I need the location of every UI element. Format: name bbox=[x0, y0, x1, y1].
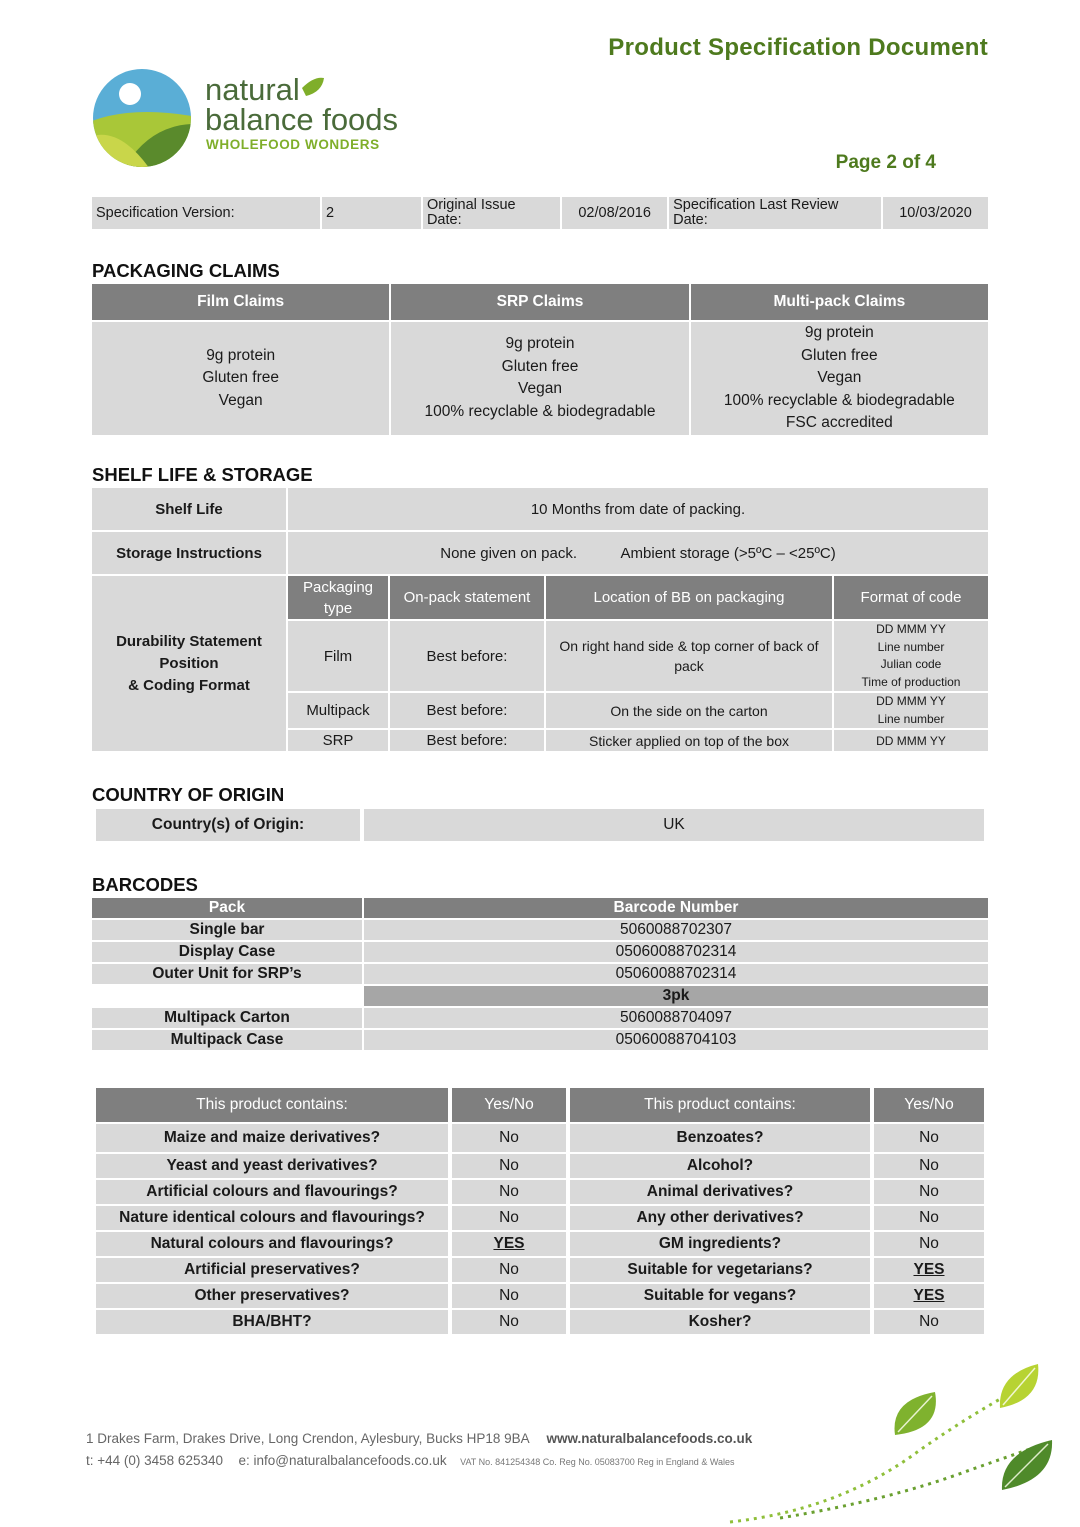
contains-answer: No bbox=[874, 1232, 984, 1256]
country-origin-table bbox=[92, 807, 988, 843]
original-issue-label-line1: Original Issue bbox=[426, 197, 516, 213]
claim-item: 9g protein bbox=[206, 346, 276, 364]
page-number: Page 2 of 4 bbox=[835, 152, 936, 173]
contains-answer: YES bbox=[452, 1232, 566, 1256]
contains-answer: No bbox=[452, 1124, 566, 1152]
contains-question: Other preservatives? bbox=[96, 1284, 448, 1308]
footer-contact-line bbox=[86, 1453, 735, 1468]
contains-question: Artificial preservatives? bbox=[96, 1258, 448, 1282]
document-title: Product Specification Document bbox=[608, 34, 988, 61]
contains-answer: No bbox=[452, 1180, 566, 1204]
durability-location: Sticker applied on top of the box bbox=[546, 730, 832, 751]
contains-header-left: This product contains: bbox=[96, 1088, 448, 1122]
contains-question: Maize and maize derivatives? bbox=[96, 1124, 448, 1152]
table-row bbox=[92, 942, 988, 962]
leaf-decoration-icon bbox=[720, 1360, 1070, 1527]
country-origin-label: Country(s) of Origin: bbox=[96, 809, 360, 841]
table-row bbox=[96, 1310, 984, 1334]
claim-item: 100% recyclable & biodegradable bbox=[723, 391, 955, 409]
storage-value-2: Ambient storage (>5ºC – <25ºC) bbox=[620, 544, 836, 562]
format-line: Line number bbox=[877, 711, 945, 726]
barcode-header: Barcode Number bbox=[364, 898, 988, 918]
contains-header-right: This product contains: bbox=[570, 1088, 870, 1122]
brand-name-line1: natural bbox=[205, 72, 300, 107]
packaging-claims-table bbox=[90, 282, 990, 437]
contains-answer: YES bbox=[874, 1258, 984, 1282]
company-legal: VAT No. 841254348 Co. Reg No. 05083700 Reg in England & Wales bbox=[460, 1457, 735, 1467]
table-row bbox=[92, 964, 988, 984]
table-row bbox=[96, 1232, 984, 1256]
last-review-label bbox=[669, 197, 881, 229]
spec-version-label: Specification Version: bbox=[92, 197, 320, 229]
contains-question: Kosher? bbox=[570, 1310, 870, 1334]
contains-question: GM ingredients? bbox=[570, 1232, 870, 1256]
durability-format bbox=[834, 693, 988, 728]
on-pack-statement-header: On-pack statement bbox=[390, 576, 544, 619]
barcode-number: 05060088702314 bbox=[364, 964, 988, 984]
leaf-icon bbox=[895, 1392, 936, 1435]
company-address: 1 Drakes Farm, Drakes Drive, Long Crendon, Aylesbury, Bucks HP18 9BA bbox=[86, 1431, 529, 1446]
contains-question: Animal derivatives? bbox=[570, 1180, 870, 1204]
contains-answer: YES bbox=[874, 1284, 984, 1308]
barcodes-title: BARCODES bbox=[92, 874, 198, 895]
contains-answer: No bbox=[452, 1154, 566, 1178]
original-issue-label bbox=[423, 197, 560, 229]
multipack-claims-header: Multi-pack Claims bbox=[691, 284, 988, 320]
code-format-header: Format of code bbox=[834, 576, 988, 619]
packaging-type-header: Packaging type bbox=[288, 576, 388, 619]
format-line: DD MMM YY bbox=[876, 622, 946, 636]
claim-item: Gluten free bbox=[501, 357, 579, 375]
pack-name: Display Case bbox=[92, 942, 362, 962]
durability-label-line2: Position bbox=[159, 654, 219, 672]
claim-item: 9g protein bbox=[505, 335, 575, 353]
country-origin-value: UK bbox=[364, 809, 984, 841]
multipack-subheader: 3pk bbox=[364, 986, 988, 1006]
contains-answer: No bbox=[874, 1310, 984, 1334]
format-line: Julian code bbox=[880, 657, 942, 671]
pack-name: Single bar bbox=[92, 920, 362, 940]
blank-cell bbox=[92, 986, 362, 1006]
pack-name: Outer Unit for SRP’s bbox=[92, 964, 362, 984]
shelf-life-title: SHELF LIFE & STORAGE bbox=[92, 464, 313, 485]
durability-statement: Best before: bbox=[390, 621, 544, 691]
shelf-life-value: 10 Months from date of packing. bbox=[288, 488, 988, 530]
contains-answer: No bbox=[452, 1284, 566, 1308]
claim-item: Gluten free bbox=[202, 369, 279, 386]
srp-claims-cell bbox=[391, 322, 688, 435]
contains-question: Nature identical colours and flavourings? bbox=[96, 1206, 448, 1230]
durability-label-line3: & Coding Format bbox=[128, 676, 250, 694]
durability-type: SRP bbox=[288, 730, 388, 751]
contains-question: BHA/BHT? bbox=[96, 1310, 448, 1334]
table-row bbox=[92, 920, 988, 940]
shelf-life-label: Shelf Life bbox=[92, 488, 286, 530]
durability-label-line1: Durability Statement bbox=[116, 632, 262, 650]
original-issue-label-line2: Date: bbox=[426, 212, 462, 228]
table-row bbox=[96, 1284, 984, 1308]
format-line: Line number bbox=[877, 639, 945, 654]
pack-header: Pack bbox=[92, 898, 362, 918]
pack-name: Multipack Case bbox=[92, 1030, 362, 1050]
multipack-claims-cell bbox=[691, 322, 988, 435]
barcode-number: 05060088702314 bbox=[364, 942, 988, 962]
contains-answer: No bbox=[874, 1154, 984, 1178]
contains-answer: No bbox=[874, 1206, 984, 1230]
format-line: DD MMM YY bbox=[876, 694, 946, 708]
contains-question: Yeast and yeast derivatives? bbox=[96, 1154, 448, 1178]
claim-item: 100% recyclable & biodegradable bbox=[424, 402, 656, 420]
yesno-header-left: Yes/No bbox=[452, 1088, 566, 1122]
original-issue-value: 02/08/2016 bbox=[562, 197, 667, 229]
spec-version-value: 2 bbox=[322, 197, 421, 229]
company-phone: t: +44 (0) 3458 625340 bbox=[86, 1453, 223, 1468]
storage-value-1: None given on pack. bbox=[440, 544, 577, 562]
claim-item: Vegan bbox=[218, 391, 263, 409]
table-row bbox=[96, 1180, 984, 1204]
contains-question: Suitable for vegans? bbox=[570, 1284, 870, 1308]
barcode-number: 05060088704103 bbox=[364, 1030, 988, 1050]
claim-item: Vegan bbox=[518, 380, 562, 398]
table-row bbox=[96, 1258, 984, 1282]
contains-answer: No bbox=[452, 1206, 566, 1230]
table-row bbox=[92, 986, 988, 1006]
claim-item: FSC accredited bbox=[785, 414, 893, 431]
contains-answer: No bbox=[874, 1180, 984, 1204]
durability-statement: Best before: bbox=[390, 693, 544, 728]
claim-item: 9g protein bbox=[804, 324, 874, 341]
table-row bbox=[96, 1206, 984, 1230]
durability-label bbox=[92, 576, 286, 751]
table-row bbox=[96, 1154, 984, 1178]
durability-statement: Best before: bbox=[390, 730, 544, 751]
contains-question: Suitable for vegetarians? bbox=[570, 1258, 870, 1282]
durability-location: On the side on the carton bbox=[546, 693, 832, 728]
leaf-icon bbox=[1000, 1364, 1038, 1408]
bb-location-header: Location of BB on packaging bbox=[546, 576, 832, 619]
last-review-label-line2: Date: bbox=[673, 212, 708, 228]
product-contains-table bbox=[92, 1086, 988, 1336]
company-email[interactable]: e: info@naturalbalancefoods.co.uk bbox=[238, 1453, 447, 1468]
contains-answer: No bbox=[452, 1258, 566, 1282]
durability-format bbox=[834, 621, 988, 691]
contains-answer: No bbox=[452, 1310, 566, 1334]
last-review-label-line1: Specification Last Review bbox=[673, 197, 839, 213]
leaf-icon bbox=[1002, 1440, 1052, 1490]
barcode-number: 5060088704097 bbox=[364, 1008, 988, 1028]
durability-location: On right hand side & top corner of back of pack bbox=[546, 621, 832, 691]
contains-question: Alcohol? bbox=[570, 1154, 870, 1178]
durability-type: Film bbox=[288, 621, 388, 691]
table-row bbox=[92, 1030, 988, 1050]
srp-claims-header: SRP Claims bbox=[391, 284, 688, 320]
barcode-number: 5060088702307 bbox=[364, 920, 988, 940]
spec-version-bar bbox=[90, 195, 990, 231]
contains-question: Benzoates? bbox=[570, 1124, 870, 1152]
durability-type: Multipack bbox=[288, 693, 388, 728]
footer-address-line bbox=[86, 1431, 752, 1446]
brand-name-line2: balance foods bbox=[205, 102, 399, 137]
last-review-value: 10/03/2020 bbox=[883, 197, 988, 229]
film-claims-header: Film Claims bbox=[92, 284, 389, 320]
shelf-life-table bbox=[90, 486, 990, 753]
barcodes-table bbox=[90, 896, 990, 1052]
claim-item: Gluten free bbox=[800, 346, 878, 364]
table-row bbox=[96, 1124, 984, 1152]
storage-value bbox=[288, 532, 988, 574]
pack-name: Multipack Carton bbox=[92, 1008, 362, 1028]
film-claims-cell bbox=[92, 322, 389, 435]
format-line: Time of production bbox=[861, 674, 961, 689]
yesno-header-right: Yes/No bbox=[874, 1088, 984, 1122]
durability-format: DD MMM YY bbox=[834, 730, 988, 751]
country-origin-title: COUNTRY OF ORIGIN bbox=[92, 784, 285, 805]
contains-question: Any other derivatives? bbox=[570, 1206, 870, 1230]
contains-answer: No bbox=[874, 1124, 984, 1152]
brand-tagline: WHOLEFOOD WONDERS bbox=[206, 137, 380, 152]
packaging-claims-title: PACKAGING CLAIMS bbox=[92, 260, 280, 281]
table-row bbox=[92, 1008, 988, 1028]
storage-label: Storage Instructions bbox=[92, 532, 286, 574]
contains-question: Natural colours and flavourings? bbox=[96, 1232, 448, 1256]
contains-question: Artificial colours and flavourings? bbox=[96, 1180, 448, 1204]
claim-item: Vegan bbox=[817, 369, 862, 386]
company-website[interactable]: www.naturalbalancefoods.co.uk bbox=[546, 1431, 753, 1446]
